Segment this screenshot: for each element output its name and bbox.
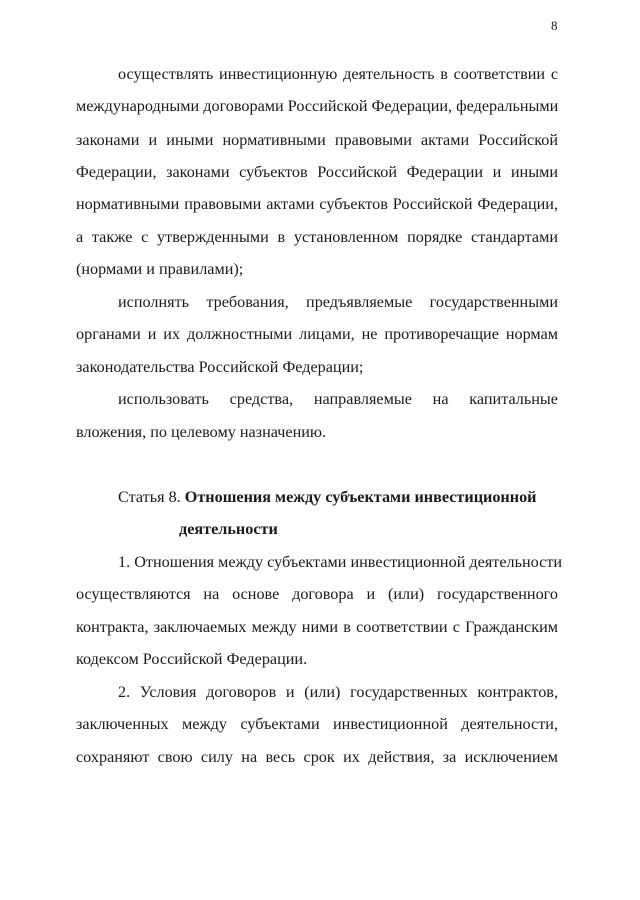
text-line: осуществлять инвестиционную деятельность в соответствии с: [118, 65, 558, 83]
page-number: 8: [551, 18, 558, 33]
text-line: (нормами и правилами);: [76, 260, 244, 278]
text-line: 2. Условия договоров и (или) государственных контрактов,: [118, 683, 558, 701]
text-line: осуществляются на основе договора и (или) государственного: [76, 585, 558, 603]
text-line: органами и их должностными лицами, не противоречащие нормам: [76, 325, 558, 343]
text-line: Федерации, законами субъектов Российской Федерации и иными: [76, 163, 558, 181]
article-title-continuation: деятельности: [179, 520, 278, 538]
text-line: а также с утвержденными в установленном порядке стандартами: [76, 228, 558, 246]
text-line: исполнять требования, предъявляемые государственными: [118, 293, 558, 311]
article-label: Статья 8.: [118, 488, 181, 506]
text-line: вложения, по целевому назначению.: [76, 423, 327, 441]
text-line: контракта, заключаемых между ними в соответствии с Гражданским: [76, 618, 558, 636]
text-line: заключенных между субъектами инвестиционной деятельности,: [76, 715, 558, 733]
text-line: кодексом Российской Федерации.: [76, 650, 308, 668]
article-heading: [118, 487, 558, 507]
text-line: 1. Отношения между субъектами инвестиционной деятельности: [118, 553, 563, 571]
text-line: законами и иными нормативными правовыми актами Российской: [76, 131, 558, 149]
text-line: сохраняют свою силу на весь срок их действия, за исключением: [76, 748, 558, 766]
text-line: международными договорами Российской Федерации, федеральными: [76, 97, 559, 115]
text-line: законодательства Российской Федерации;: [76, 358, 364, 376]
article-title: Отношения между субъектами инвестиционной: [184, 488, 537, 506]
text-line: нормативными правовыми актами субъектов Российской Федерации,: [76, 195, 558, 213]
text-line: использовать средства, направляемые на капитальные: [118, 390, 558, 408]
